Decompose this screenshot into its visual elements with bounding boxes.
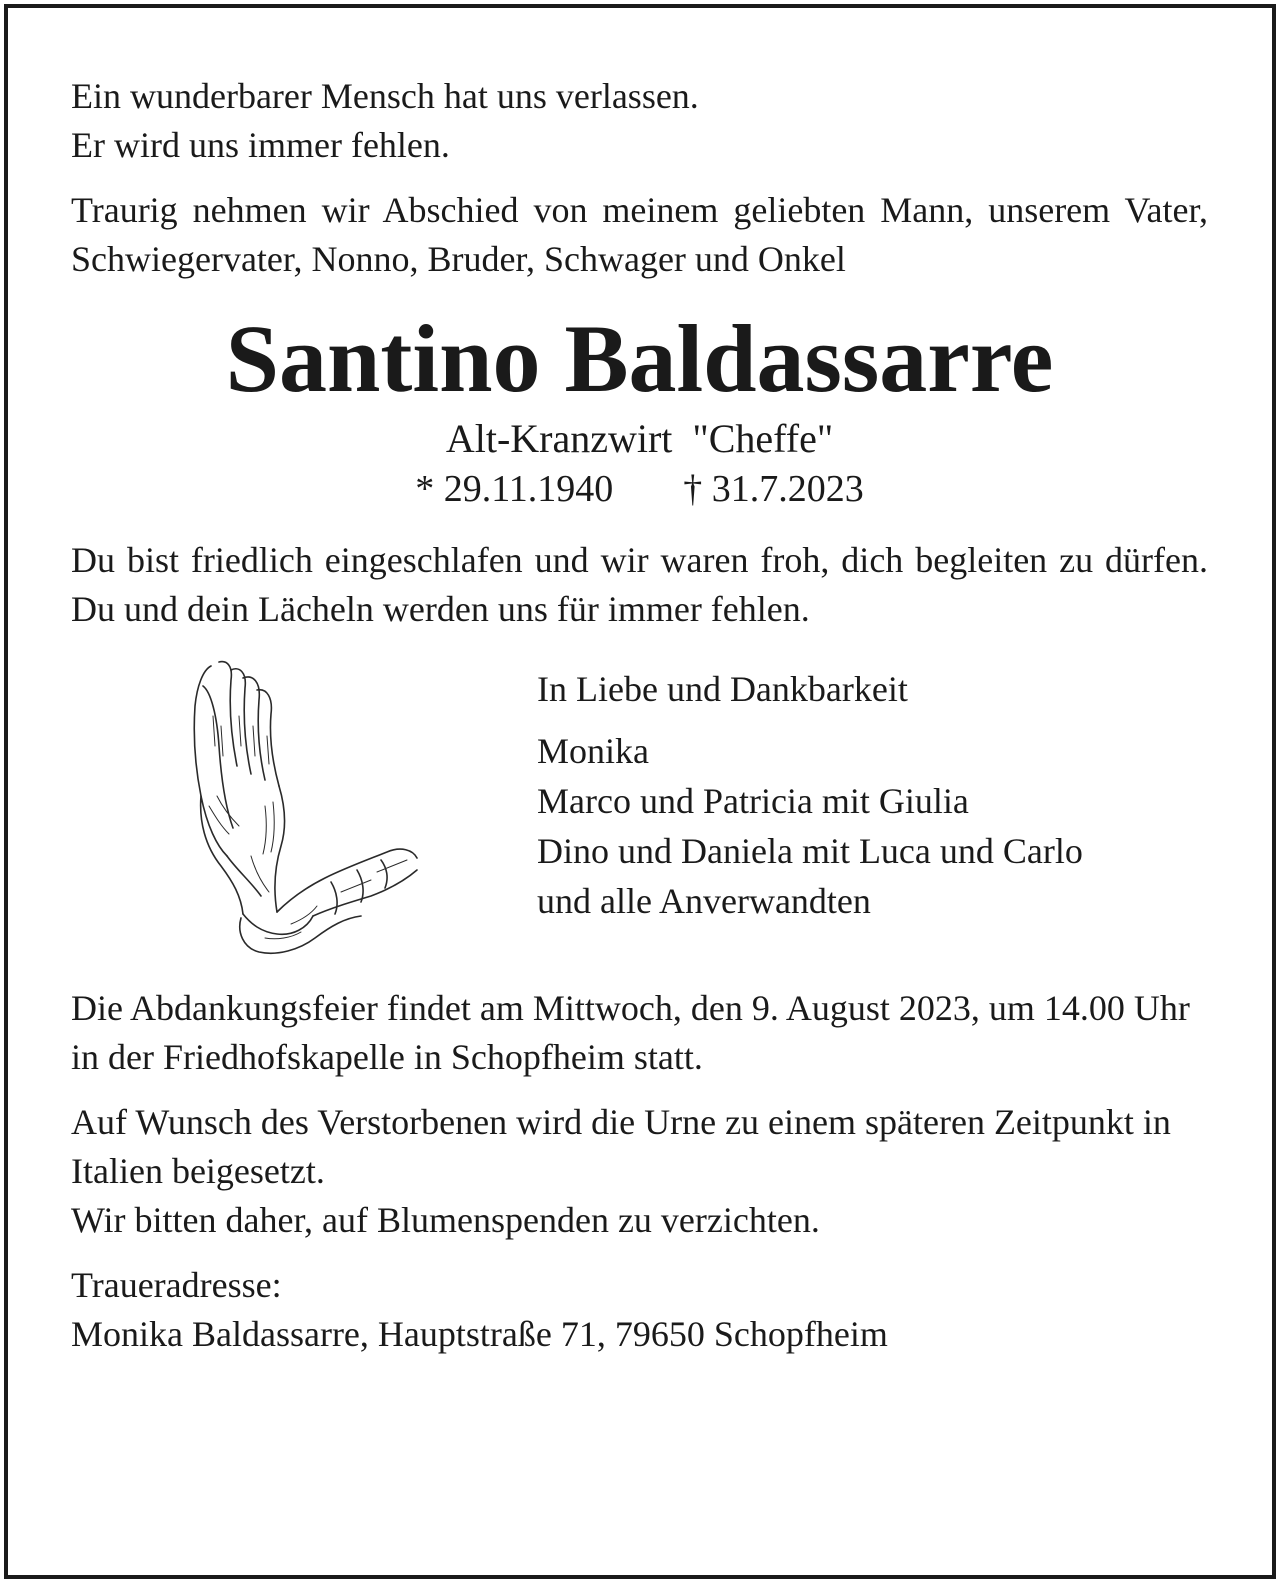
address-label: Traueradresse:	[71, 1265, 282, 1305]
message-text: Du bist friedlich eingeschlafen und wir waren froh, dich begleiten zu dürfen. Du und dein Lächeln werden uns für immer fehlen.	[71, 540, 1208, 629]
family-member: und alle Anverwandten	[537, 881, 871, 921]
family-member: Monika	[537, 731, 649, 771]
family-heading: In Liebe und Dankbarkeit	[537, 669, 908, 709]
deceased-subtitle: Alt-Kranzwirt "Cheffe"	[445, 416, 834, 461]
address-value: Monika Baldassarre, Hauptstraße 71, 79650 Schopfheim	[71, 1314, 888, 1354]
family-member: Dino und Daniela mit Luca und Carlo	[537, 831, 1083, 871]
farewell-text: Traurig nehmen wir Abschied von meinem geliebten Mann, unserem Vater, Schwiegervater, Nonno, Bruder, Schwager und Onkel	[71, 190, 1208, 279]
deceased-name: Santino Baldassarre	[225, 305, 1054, 412]
intro-line-2: Er wird uns immer fehlen.	[71, 125, 450, 165]
obituary-content	[71, 72, 1208, 1359]
burial-text: Auf Wunsch des Verstorbenen wird die Urne zu einem späteren Zeitpunkt in Italien beigesetzt.	[71, 1102, 1171, 1191]
birth-date: * 29.11.1940	[415, 468, 614, 510]
family-member: Marco und Patricia mit Giulia	[537, 781, 969, 821]
family-section	[71, 656, 1208, 976]
life-dates	[71, 464, 1208, 514]
ceremony-text: Die Abdankungsfeier findet am Mittwoch, den 9. August 2023, um 14.00 Uhr in der Friedhofskapelle in Schopfheim statt.	[71, 988, 1190, 1077]
donation-note: Wir bitten daher, auf Blumenspenden zu verzichten.	[71, 1200, 820, 1240]
death-date: † 31.7.2023	[683, 468, 864, 510]
intro-line-1: Ein wunderbarer Mensch hat uns verlassen.	[71, 76, 699, 116]
praying-hands-icon	[181, 656, 421, 956]
family-signature	[537, 664, 1217, 926]
